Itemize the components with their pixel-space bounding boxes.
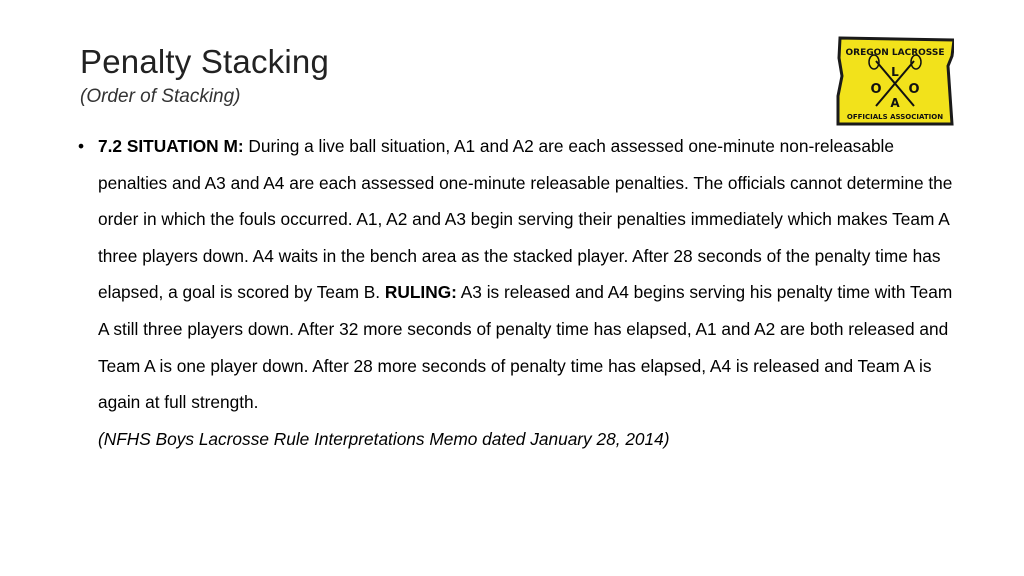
logo-letter-o-left: O bbox=[870, 82, 882, 97]
logo-letter-a: A bbox=[890, 96, 900, 110]
slide-subtitle: (Order of Stacking) bbox=[80, 86, 241, 107]
situation-bullet bbox=[78, 128, 958, 457]
slide-body bbox=[78, 128, 958, 457]
slide-title: Penalty Stacking bbox=[80, 43, 330, 80]
logo-letter-l: L bbox=[891, 65, 899, 79]
logo-top-text: OREGON LACROSSE bbox=[845, 48, 945, 58]
situation-label: 7.2 SITUATION M: bbox=[98, 136, 244, 156]
logo-letter-o-right: O bbox=[908, 82, 920, 97]
ruling-label: RULING: bbox=[384, 282, 457, 303]
oregon-lacrosse-officials-logo bbox=[836, 36, 954, 126]
bullet-marker: • bbox=[78, 136, 85, 156]
situation-text-part2: A3 is released and A4 begins serving his penalty time with Team A still three players down. After 32 more seconds of penalty time has elapsed, A1 and A2 are both released and Team A is one player down. After 28 more seconds of penalty time has elapsed, A4 is released and Team A is again at full strength. bbox=[98, 282, 953, 413]
rule-citation: (NFHS Boys Lacrosse Rule Interpretations Memo dated January 28, 2014) bbox=[98, 428, 670, 449]
situation-text-part1: During a live ball situation, A1 and A2 are each assessed one-minute non-releasable penalties and A3 and A4 are each assessed one-minute releasable penalties. The officials cannot determine the order in which the fouls occurred. A1, A2 and A3 begin serving their penalties immediately which makes Team A three players down. A4 waits in the bench area as the stacked player. After 28 seconds of the penalty time has elapsed, a goal is scored by Team B. bbox=[98, 136, 953, 303]
logo-bottom-text: OFFICIALS ASSOCIATION bbox=[846, 113, 944, 121]
